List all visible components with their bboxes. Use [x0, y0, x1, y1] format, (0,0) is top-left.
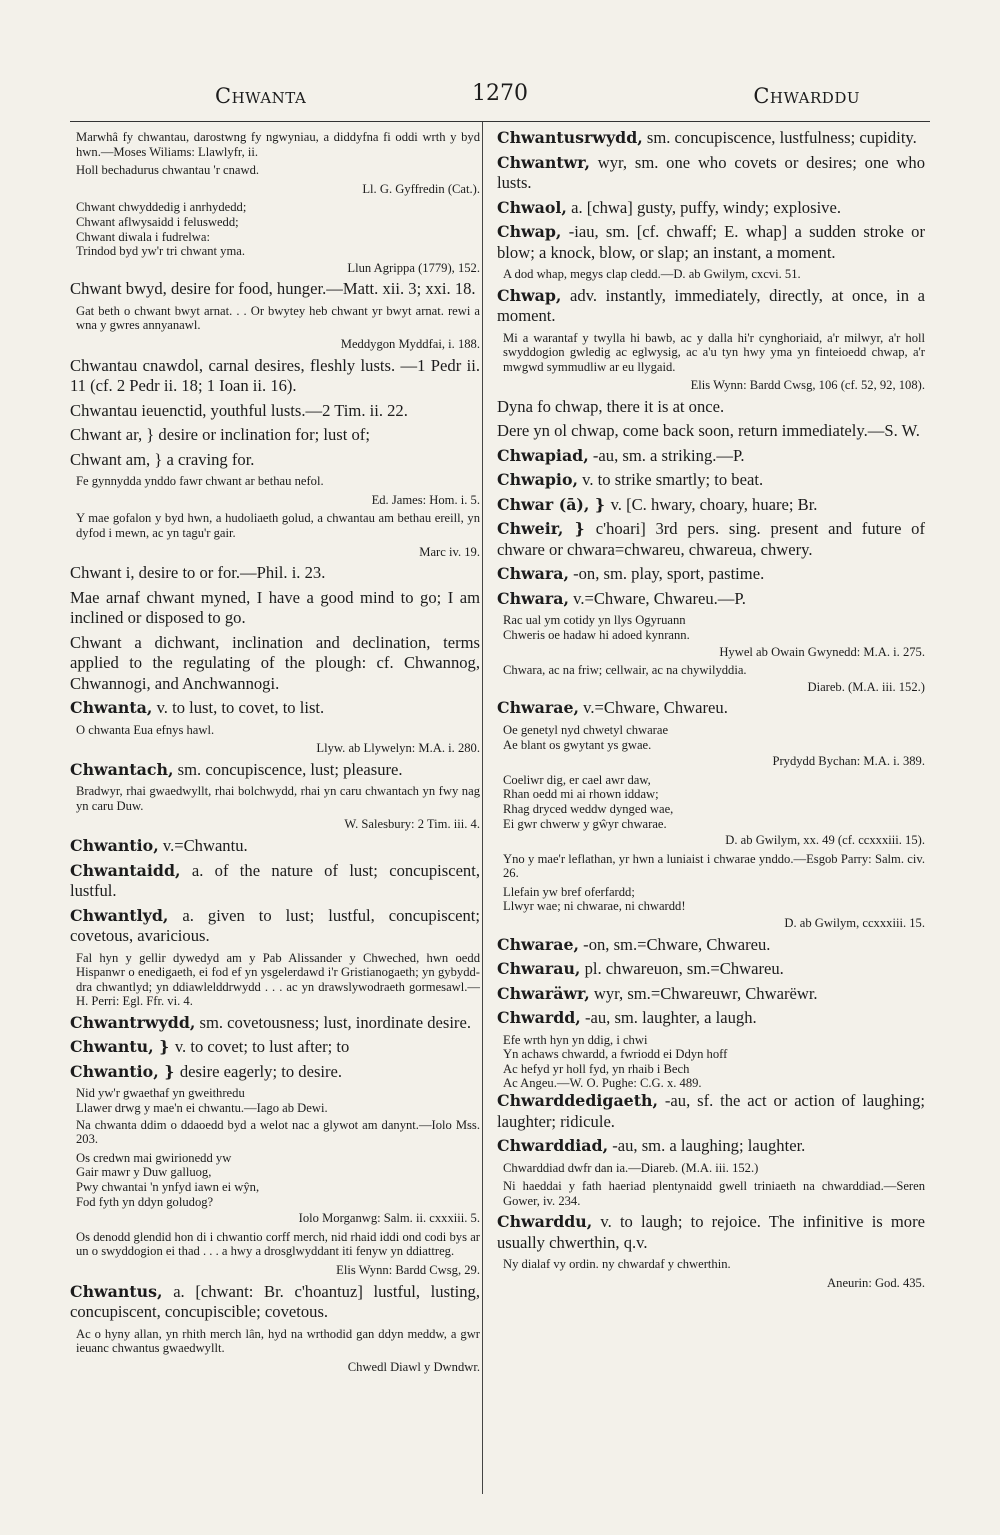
definition: -au, sm. a laughing; laughter. [608, 1136, 806, 1156]
citation-quote: Ni haeddai y fath haeriad plentynaidd gwell triniaeth na chwarddiad.—Seren Gower, iv. 234. [503, 1179, 925, 1208]
citation-verse-line: Trindod byd yw'r tri chwant yma. [76, 244, 246, 259]
dictionary-entry [497, 1091, 925, 1132]
citation-verse-line: Oe genetyl nyd chwetyl chwarae [503, 722, 669, 737]
dictionary-entry [70, 698, 480, 719]
citation-source: Hywel ab Owain Gwynedd: M.A. i. 275. [719, 644, 925, 659]
citation-verse-line: Chweris oe hadaw hi adoed kynrann. [503, 628, 690, 643]
citation-source: D. ab Gwilym, xx. 49 (cf. ccxxxiii. 15). [725, 833, 925, 848]
dictionary-entry [497, 128, 925, 149]
citation-verse-line: Ae blant os gwytant ys gwae. [503, 737, 652, 752]
headword: Chwantus, [70, 1281, 163, 1301]
definition: v. to lust, to covet, to list. [152, 698, 325, 718]
definition: -on, sm. play, sport, pastime. [568, 564, 765, 584]
citation-verse-line: Fod fyth yn ddyn goludog? [76, 1194, 214, 1209]
dictionary-entry [70, 906, 480, 947]
dictionary-entry [497, 564, 925, 585]
headword: Chwapio, [497, 470, 578, 490]
headword: Chwantu, } [70, 1037, 175, 1057]
dictionary-entry [497, 959, 925, 980]
citation-verse-line: Llawer drwg y mae'n ei chwantu.—Iago ab Dewi. [76, 1101, 328, 1116]
definition: sm. concupiscence, lustfulness; cupidity. [642, 128, 917, 147]
definition: v. to strike smartly; to beat. [577, 470, 764, 490]
definition: v.=Chwantu. [158, 836, 248, 856]
dictionary-entry [497, 222, 925, 263]
dictionary-entry [497, 446, 925, 467]
dictionary-entry [497, 935, 925, 956]
headword: Chwantrwydd, [70, 1012, 196, 1032]
running-head-right: Chwarddu [753, 84, 860, 108]
definition: adv. instantly, immediately, directly, at once, in a moment. [497, 285, 925, 326]
dictionary-entry [70, 1062, 480, 1083]
dictionary-entry [497, 698, 925, 719]
headword: Chwantlyd, [70, 905, 169, 925]
dictionary-entry [497, 1212, 925, 1253]
headword: Chwaräwr, [497, 983, 590, 1003]
headword: Chwantwr, [497, 152, 590, 172]
citation-source: Diareb. (M.A. iii. 152.) [807, 679, 925, 694]
citation-source: Prydydd Bychan: M.A. i. 389. [772, 754, 925, 769]
page-number: 1270 [472, 81, 528, 106]
citation-verse-line: Efe wrth hyn yn ddig, i chwi [503, 1032, 648, 1047]
dictionary-entry [70, 836, 480, 857]
citation-source: Meddygon Myddfai, i. 188. [340, 337, 480, 352]
headword: Chwap, [497, 285, 562, 305]
citation-verse-line: Llwyr wae; ni chwarae, ni chwardd! [503, 899, 686, 914]
citation-quote: Chwarddiad dwfr dan ia.—Diareb. (M.A. iii. 152.) [503, 1160, 759, 1175]
sub-entry: Chwantau ieuenctid, youthful lusts.—2 Tim. ii. 22. [70, 400, 408, 420]
dictionary-entry [70, 1013, 480, 1034]
citation-source: Marc iv. 19. [419, 544, 480, 559]
citation-source: Llun Agrippa (1779), 152. [347, 260, 480, 275]
dictionary-entry [70, 1282, 480, 1323]
headword: Chwaol, [497, 197, 567, 217]
citation-quote: Ny dialaf vy ordin. ny chwardaf y chwerthin. [503, 1257, 731, 1272]
definition: a. given to lust; lustful, concupiscent; covetous, avaricious. [70, 905, 480, 946]
headword: Chwanta, [70, 698, 153, 718]
dictionary-entry [70, 1037, 480, 1058]
citation-verse-line: Pwy chwantai 'n ynfyd iawn ei wŷn, [76, 1180, 260, 1194]
sub-entry: Chwant a dichwant, inclination and declination, terms applied to the regulating of the plough: cf. Chwannog, Chwannogi, and Anchwannogi. [70, 632, 480, 693]
citation-source: Iolo Morganwg: Salm. ii. cxxxiii. 5. [298, 1211, 480, 1226]
headword: Chwantio, } [70, 1061, 180, 1081]
definition: v. to laugh; to rejoice. The infinitive is more usually chwerthin, q.v. [497, 1212, 925, 1252]
citation-quote: Holl bechadurus chwantau 'r cnawd. [76, 163, 260, 178]
citation-verse-line: Rhag dryced weddw dynged wae, [503, 801, 674, 816]
definition: pl. chwareuon, sm.=Chwareu. [580, 959, 784, 979]
citation-quote: Fal hyn y gellir dywedyd am y Pab Alissander y Chweched, hwn oedd Hispanwr o enedigaeth, ei fod ef yn ysgelerdawd i'r Gristianogaeth; yn gybydd-dra chwantlyd; yn ddiawlelddrwydd . . . ac yn drawslywodraeth gormesawl.—H. Perri: Egl. Ffr. vi. 4. [76, 950, 480, 1009]
definition: sm. concupiscence, lust; pleasure. [173, 759, 403, 779]
dictionary-entry [497, 519, 925, 560]
headword: Chwarddu, [497, 1212, 593, 1232]
definition: -au, sm. laughter, a laugh. [580, 1008, 757, 1028]
citation-quote: Ac o hyny allan, yn rhith merch lân, hyd na wrthodid gan ddyn meddw, a gwr ieuanc chwantus gwaedwyllt. [76, 1326, 480, 1356]
citation-source: D. ab Gwilym, ccxxxiii. 15. [784, 916, 925, 931]
citation-verse-line: Nid yw'r gwaethaf yn gweithredu [76, 1086, 245, 1101]
citation-verse-line: Chwara, ac na friw; cellwair, ac na chywilyddia. [503, 663, 747, 678]
sub-entry: Dere yn ol chwap, come back soon, return immediately.—S. W. [497, 421, 920, 441]
definition: sm. covetousness; lust, inordinate desire. [195, 1012, 471, 1032]
headword: Chwarae, [497, 934, 580, 954]
dictionary-entry [497, 286, 925, 327]
dictionary-entry [497, 1008, 925, 1029]
sub-entry: Chwant i, desire to or for.—Phil. i. 23. [70, 563, 326, 583]
right-column [497, 128, 925, 1295]
dictionary-entry [70, 861, 480, 902]
header-rule [70, 121, 930, 122]
citation-source: Ll. G. Gyffredin (Cat.). [362, 181, 480, 196]
citation-quote: Fe gynnydda ynddo fawr chwant ar bethau nefol. [76, 474, 324, 489]
citation-source: Aneurin: God. 435. [827, 1275, 925, 1290]
headword: Chweir, } [497, 519, 596, 539]
definition: a. [chwa] gusty, puffy, windy; explosive. [566, 197, 841, 217]
headword: Chwardd, [497, 1008, 581, 1028]
citation-quote: Marwhâ fy chwantau, darostwng fy ngwyniau, a diddyfna fi oddi wrth y byd hwn.—Moses Wiliams: Llawlyfr, ii. [76, 130, 480, 159]
citation-verse-line: Ac Angeu.—W. O. Pughe: C.G. x. 489. [503, 1076, 702, 1091]
dictionary-entry [497, 589, 925, 610]
headword: Chwar (ā), } [497, 494, 611, 514]
citation-verse-line: Chwant chwyddedig i anrhydedd; [76, 200, 247, 215]
sub-entry: Chwantau cnawdol, carnal desires, fleshly lusts. —1 Pedr ii. 11 (cf. 2 Pedr ii. 18; 1 Ioan ii. 16). [70, 355, 480, 396]
citation-quote: Os denodd glendid hon di i chwantio corff merch, nid rhaid iddi ond codi bys ar un o swyddogion ei thad . . . a hwy a drosglwyddant iti fenyw yn ddiattreg. [76, 1229, 480, 1259]
definition: v. to covet; to lust after; to [174, 1037, 350, 1057]
headword: Chwarau, [497, 959, 581, 979]
citation-source: Llyw. ab Llywelyn: M.A. i. 280. [316, 741, 480, 756]
headword: Chwarae, [497, 698, 580, 718]
headword: Chwantach, [70, 759, 174, 779]
citation-verse-line: Coeliwr dig, er cael awr daw, [503, 772, 651, 787]
headword: Chwara, [497, 564, 569, 584]
citation-verse-line: Chwant aflwysaidd i feluswedd; [76, 214, 239, 229]
headword: Chwap, [497, 222, 562, 241]
sub-entry: Chwant am, } a craving for. [70, 449, 255, 469]
citation-source: Elis Wynn: Bardd Cwsg, 29. [336, 1262, 480, 1277]
citation-quote: A dod whap, megys clap cledd.—D. ab Gwilym, cxcvi. 51. [503, 267, 801, 281]
citation-quote: Mi a warantaf y twylla hi bawb, ac y dalla hi'r cynghoriaid, a'r milwyr, a'r holl swyddogion gwledig ac eglwysig, ac a'u tyn hwy yma yn finteioedd chwap, a'r mwgwd symmudliw ar eu llygaid. [503, 330, 925, 374]
headword: Chwantio, [70, 836, 159, 856]
citation-verse-line: Yn achaws chwardd, a fwriodd ei Ddyn hoff [503, 1047, 728, 1062]
headword: Chwara, [497, 588, 569, 608]
definition: v. [C. hwary, choary, huare; Br. [610, 494, 818, 514]
definition: c'hoari] 3rd pers. sing. present and future of chware or chwara=chwareu, chwareua, chwery. [497, 519, 926, 559]
definition: desire eagerly; to desire. [179, 1061, 343, 1081]
dictionary-entry [497, 984, 925, 1005]
citation-quote: Y mae gofalon y byd hwn, a hudoliaeth golud, a chwantau am bethau ereill, yn dyfod i mewn, ac yn tagu'r gair. [76, 511, 480, 540]
citation-verse-line: Llefain yw bref oferfardd; [503, 884, 635, 899]
citation-source: Chwedl Diawl y Dwndwr. [347, 1359, 480, 1374]
citation-verse-line: Os credwn mai gwirionedd yw [76, 1150, 232, 1165]
dictionary-entry [70, 760, 480, 781]
page-header [70, 78, 930, 118]
headword: Chwarddiad, [497, 1136, 609, 1156]
dictionary-entry [497, 470, 925, 491]
left-column [70, 128, 480, 1378]
definition: v.=Chware, Chwareu.—P. [568, 588, 746, 608]
headword: Chwarddedigaeth, [497, 1091, 659, 1111]
citation-quote: Gat beth o chwant bwyt arnat. . . Or bwytey heb chwant yr bwyt arnat. rewi a wna y gwres annyanawl. [76, 303, 480, 333]
dictionary-entry [497, 495, 925, 516]
definition: a. of the nature of lust; concupiscent, lustful. [70, 860, 480, 901]
citation-verse-line: Rac ual ym cotidy yn llys Ogyruann [503, 613, 686, 628]
citation-verse-line: Gair mawr y Duw galluog, [76, 1165, 212, 1180]
citation-verse-line: Chwant diwala i fudrelwa: [76, 229, 210, 244]
headword: Chwantusrwydd, [497, 128, 643, 147]
column-divider [482, 122, 483, 1494]
citation-quote: Yno y mae'r leflathan, yr hwn a luniaist i chwarae ynddo.—Esgob Parry: Salm. civ. 26. [503, 851, 925, 881]
citation-verse-line: Rhan oedd mi ai rhown iddaw; [503, 787, 659, 802]
dictionary-entry [497, 153, 925, 194]
sub-entry: Chwant bwyd, desire for food, hunger.—Matt. xii. 3; xxi. 18. [70, 279, 476, 299]
citation-source: Elis Wynn: Bardd Cwsg, 106 (cf. 52, 92, 108). [690, 378, 925, 393]
dictionary-entry [497, 1136, 925, 1157]
citation-source: Ed. James: Hom. i. 5. [371, 492, 480, 507]
headword: Chwapiad, [497, 445, 589, 465]
citation-verse-line: Ac hefyd yr holl fyd, yn rhaib i Bech [503, 1061, 690, 1076]
definition: -on, sm.=Chware, Chwareu. [579, 934, 771, 954]
definition: wyr, sm.=Chwareuwr, Chwarëwr. [589, 983, 818, 1003]
citation-quote: O chwanta Eua efnys hawl. [76, 722, 215, 737]
citation-quote: Na chwanta ddim o ddaoedd byd a welot nac a glywot am danynt.—Iolo Mss. 203. [76, 1117, 480, 1147]
sub-entry: Chwant ar, } desire or inclination for; lust of; [70, 425, 370, 445]
citation-source: W. Salesbury: 2 Tim. iii. 4. [344, 817, 480, 832]
citation-quote: Bradwyr, rhai gwaedwyllt, rhai bolchwydd, rhai yn caru chwantach yn fwy nag yn caru Duw. [76, 784, 480, 813]
sub-entry: Mae arnaf chwant myned, I have a good mind to go; I am inclined or disposed to go. [70, 587, 480, 628]
running-head-left: Chwanta [215, 84, 307, 108]
dictionary-entry [497, 198, 925, 219]
definition: -au, sm. a striking.—P. [588, 445, 745, 465]
definition: -iau, sm. [cf. chwaff; E. whap] a sudden stroke or blow; a knock, blow, or slap; an instant, a moment. [497, 222, 925, 262]
citation-verse-line: Ei gwr chwerw y gŵyr chwarae. [503, 816, 667, 831]
sub-entry: Dyna fo chwap, there it is at once. [497, 396, 725, 416]
definition: a. [chwant: Br. c'hoantuz] lustful, lusting, concupiscent, concupiscible; covetous. [70, 1281, 480, 1322]
definition: v.=Chware, Chwareu. [579, 698, 728, 718]
definition: wyr, sm. one who covets or desires; one who lusts. [497, 152, 925, 192]
headword: Chwantaidd, [70, 860, 181, 880]
definition: -au, sf. the act or action of laughing; laughter; ridicule. [497, 1091, 925, 1131]
